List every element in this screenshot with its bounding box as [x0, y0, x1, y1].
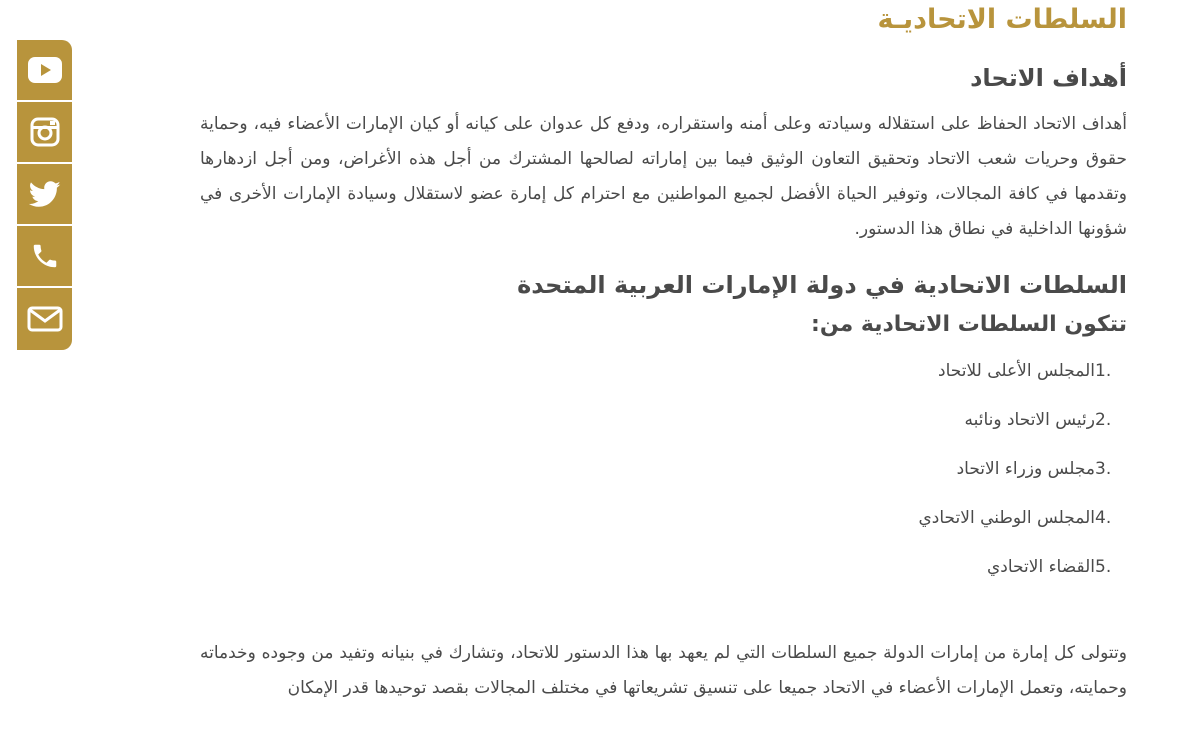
youtube-button[interactable] — [17, 40, 72, 102]
list-item-label: القضاء الاتحادي — [986, 557, 1095, 577]
list-item — [918, 446, 1127, 495]
list-item — [918, 348, 1127, 397]
goals-paragraph: أهداف الاتحاد الحفاظ على استقلاله وسيادته وعلى أمنه واستقراره، ودفع كل عدوان على كيانه أو كيان الإمارات الأعضاء فيه، وحماية حقوق وحريات شعب الاتحاد وتحقيق التعاون الوثيق فيما بين إماراته لصالحها المشترك من أجل هذه الأغراض، ومن أجل ازدهارها وتقدمها في كافة المجالات، وتوفير الحياة الأفضل لجميع المواطنين مع احترام كل إمارة عضو لاستقلال وسيادة الإمارات الأخرى في شؤونها الداخلية في نطاق هذا الدستور. — [200, 114, 1127, 239]
list-item — [918, 397, 1127, 446]
instagram-icon — [30, 117, 60, 147]
emirates-paragraph: وتتولى كل إمارة من إمارات الدولة جميع السلطات التي لم يعهد بها هذا الدستور للاتحاد، وتشارك في بنيانه وتفيد من وجوده وخدماته وحمايته، وتعمل الإمارات الأعضاء في الاتحاد جميعا على تنسيق تشريعاتها في مختلف المجالات بقصد توحيدها قدر الإمكان — [200, 643, 1127, 698]
list-item-number: 1. — [1095, 361, 1112, 381]
social-sidebar — [17, 40, 72, 350]
authorities-list — [918, 348, 1127, 593]
list-item-label: رئيس الاتحاد ونائبه — [964, 410, 1095, 430]
list-item-number: 5. — [1095, 557, 1112, 577]
list-item-number: 3. — [1095, 459, 1112, 479]
page-title: السلطات الاتحاديـة — [877, 4, 1127, 35]
phone-button[interactable] — [17, 226, 72, 288]
twitter-button[interactable] — [17, 164, 72, 226]
phone-icon — [30, 241, 60, 271]
list-item-number: 2. — [1095, 410, 1112, 430]
list-item — [918, 495, 1127, 544]
list-item-label: مجلس وزراء الاتحاد — [956, 459, 1095, 479]
list-item — [918, 544, 1127, 593]
instagram-button[interactable] — [17, 102, 72, 164]
list-item-number: 4. — [1095, 508, 1112, 528]
authorities-heading: السلطات الاتحادية في دولة الإمارات العربية المتحدة — [517, 271, 1127, 299]
authorities-subheading: تتكون السلطات الاتحادية من: — [811, 312, 1127, 337]
email-icon — [27, 306, 63, 332]
twitter-icon — [29, 181, 61, 208]
email-button[interactable] — [17, 288, 72, 350]
list-item-label: المجلس الأعلى للاتحاد — [938, 361, 1095, 381]
goals-heading: أهداف الاتحاد — [970, 64, 1127, 92]
list-item-label: المجلس الوطني الاتحادي — [918, 508, 1095, 528]
youtube-icon — [27, 56, 63, 84]
